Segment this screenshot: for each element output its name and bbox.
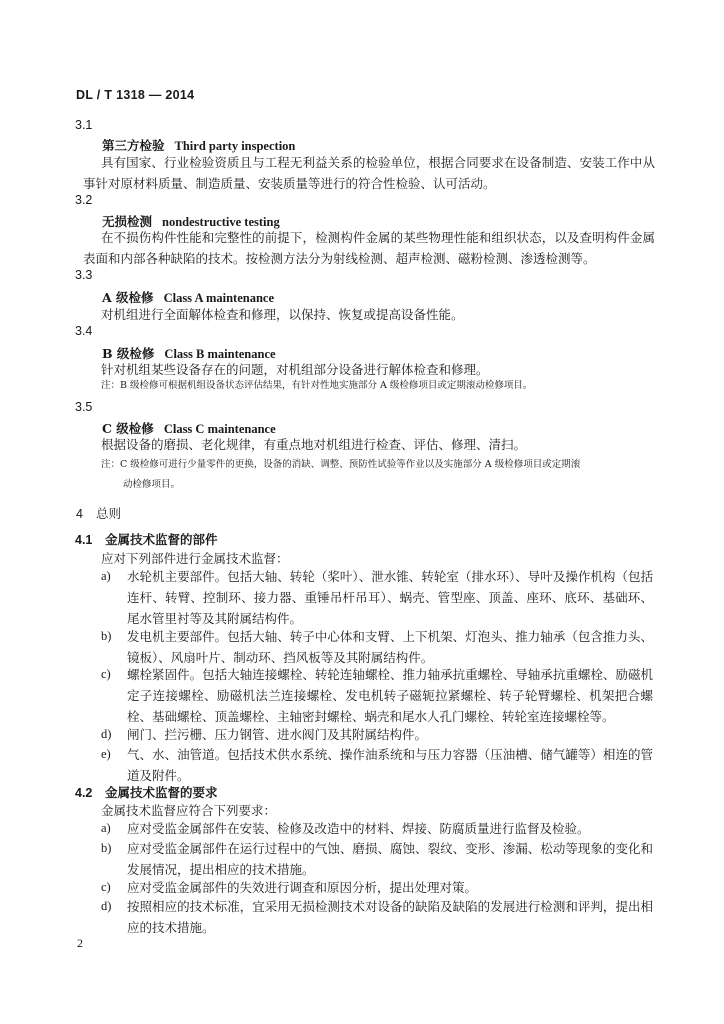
term-definition: 针对机组某些设备存在的问题，对机组部分设备进行解体检查和修理。 — [101, 362, 489, 377]
subsection-heading — [75, 530, 218, 548]
term-definition: 在不损伤构件性能和完整性的前提下，检测构件金属的某些物理性能和组织状态，以及查明构件金属表面和内部各种缺陷的技术。按检测方法分为射线检测、超声检测、磁粉检测、渗透检测等。 — [83, 230, 655, 266]
list-marker: a) — [101, 569, 111, 583]
term-definition: 根据设备的磨损、老化规律，有重点地对机组进行检查、评估、修理、清扫。 — [101, 437, 527, 452]
section-number: 4 — [76, 507, 83, 521]
list-marker: d) — [101, 727, 112, 741]
clause-number: 3.1 — [75, 118, 93, 132]
list-text: 螺栓紧固件。包括大轴连接螺栓、转轮连轴螺栓、推力轴承抗重螺栓、导轴承抗重螺栓、励磁机定子连接螺栓、励磁机法兰连接螺栓、发电机转子磁轭拉紧螺栓、转子轮臂螺栓、机架把合螺栓、基础螺栓、顶盖螺栓、主轴密封螺栓、蜗壳和尾水人孔门螺栓、转轮室连接螺栓等。 — [127, 667, 653, 724]
list-item — [101, 724, 653, 745]
term-zh: C 级检修 — [102, 421, 154, 436]
subsection-intro: 应对下列部件进行金属技术监督： — [101, 551, 289, 566]
section-title: 总则 — [96, 506, 122, 521]
term-en: Class C maintenance — [163, 422, 276, 436]
term-zh: 第三方检验 — [102, 138, 165, 153]
list-text: 水轮机主要部件。包括大轴、转轮（桨叶）、泄水锥、转轮室（排水环）、导叶及操作机构（包括连杆、转臂、控制环、接力器、重锤吊杆吊耳）、蜗壳、管型座、顶盖、座环、底环、基础环、尾水管里衬等及其附属结构件。 — [127, 569, 653, 626]
term-note-line1: 注：C 级检修可进行少量零件的更换，设备的消缺、调整、预防性试验等作业以及实施部分 A 级检修项目或定期滚 — [101, 459, 581, 470]
term-note: 注：B 级检修可根据机组设备状态评估结果，有针对性地实施部分 A 级检修项目或定期滚动检修项目。 — [101, 380, 533, 391]
term-en: nondestructive testing — [162, 215, 280, 229]
list-text: 发电机主要部件。包括大轴、转子中心体和支臂、上下机架、灯泡头、推力轴承（包含推力头、镜板）、风扇叶片、制动环、挡风板等及其附属结构件。 — [127, 629, 653, 665]
subsection-number: 4.2 — [75, 786, 93, 800]
list-item — [101, 664, 653, 727]
standard-number-header: DL / T 1318 — 2014 — [76, 88, 195, 102]
clause-number: 3.5 — [75, 400, 93, 414]
term-title — [102, 288, 274, 306]
term-note — [101, 455, 651, 495]
list-item — [101, 818, 653, 839]
list-text: 应对受监金属部件的失效进行调查和原因分析，提出处理对策。 — [127, 880, 478, 895]
page-number: 2 — [77, 936, 83, 950]
term-definition: 对机组进行全面解体检查和修理，以保持、恢复或提高设备性能。 — [101, 307, 464, 322]
list-item — [101, 838, 653, 880]
subsection-heading — [75, 783, 218, 801]
term-en: Third party inspection — [174, 139, 296, 153]
subsection-number: 4.1 — [75, 533, 93, 547]
term-en: Class A maintenance — [163, 291, 274, 305]
list-item — [101, 626, 653, 668]
list-item — [101, 877, 653, 898]
list-marker: c) — [101, 667, 111, 681]
list-item — [101, 744, 653, 786]
subsection-intro: 金属技术监督应符合下列要求： — [101, 803, 277, 818]
clause-number: 3.2 — [75, 193, 93, 207]
term-definition: 具有国家、行业检验资质且与工程无利益关系的检验单位，根据合同要求在设备制造、安装工作中从事针对原材料质量、制造质量、安装质量等进行的符合性检验、认可活动。 — [83, 155, 655, 191]
list-text: 按照相应的技术标准，宜采用无损检测技术对设备的缺陷及缺陷的发展进行检测和评判，提出相应的技术措施。 — [127, 899, 653, 935]
list-text: 应对受监金属部件在安装、检修及改造中的材料、焊接、防腐质量进行监督及检验。 — [127, 821, 590, 836]
subsection-title: 金属技术监督的部件 — [105, 532, 218, 547]
list-text: 闸门、拦污栅、压力钢管、进水阀门及其附属结构件。 — [127, 727, 428, 742]
list-marker: e) — [101, 747, 111, 761]
list-text: 应对受监金属部件在运行过程中的气蚀、磨损、腐蚀、裂纹、变形、渗漏、松动等现象的变化和发展情况，提出相应的技术措施。 — [127, 841, 653, 877]
list-marker: d) — [101, 899, 112, 913]
term-en: Class B maintenance — [164, 347, 276, 361]
clause-number: 3.3 — [75, 268, 93, 282]
clause-number: 3.4 — [75, 324, 93, 338]
list-marker: c) — [101, 880, 111, 894]
list-marker: b) — [101, 629, 112, 643]
term-zh: A 级检修 — [102, 290, 154, 305]
subsection-title: 金属技术监督的要求 — [105, 785, 218, 800]
list-marker: b) — [101, 841, 112, 855]
list-item — [101, 896, 653, 938]
section-heading — [76, 504, 121, 522]
term-zh: B 级检修 — [102, 346, 155, 361]
term-note-line2: 动检修项目。 — [123, 479, 181, 490]
term-zh: 无损检测 — [102, 214, 153, 229]
list-marker: a) — [101, 821, 111, 835]
list-text: 气、水、油管道。包括技术供水系统、操作油系统和与压力容器（压油槽、储气罐等）相连的管道及附件。 — [127, 747, 653, 783]
list-item — [101, 566, 653, 629]
